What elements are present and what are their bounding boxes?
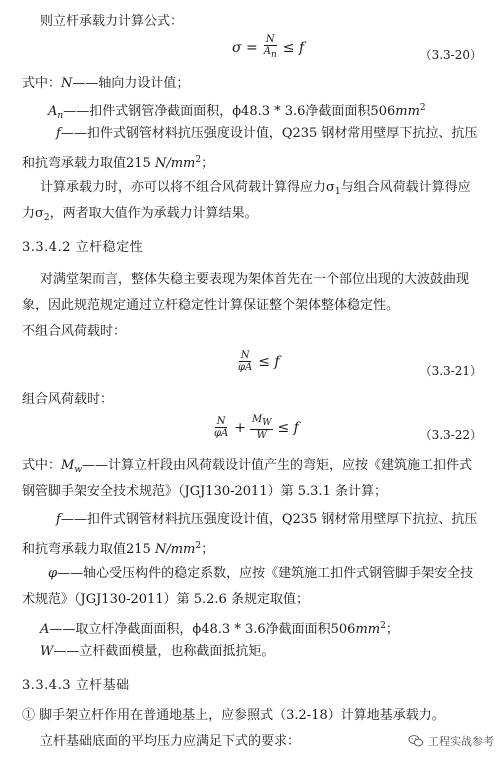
line-formula-intro: 则立杆承载力计算公式： <box>40 14 184 29</box>
paragraph-line: 钢管脚手架安全技术规范》（JGJ130-2011）第 5.3.1 条计算； <box>22 484 387 499</box>
eq-fraction <box>262 34 279 61</box>
eq-lhs: σ = <box>232 39 258 56</box>
eq-numerator: N <box>240 350 250 361</box>
eq-fraction <box>236 350 254 373</box>
paragraph-line: 立杆基础底面的平均压力应满足下式的要求： <box>40 734 301 749</box>
line-var-f-cont: 和抗弯承载力取值215 $N/mm^2$； <box>22 155 215 171</box>
line-var-f-2: f——扣件式钢管材料抗压强度设计值，Q235 钢材常用壁厚下抗拉、抗压 <box>56 512 478 527</box>
eq-fraction <box>250 414 274 441</box>
eq-rhs: ≤ f <box>258 353 280 370</box>
paragraph-line: 组合风荷载时： <box>22 392 114 407</box>
paragraph-line: 术规范》（JGJ130-2011）第 5.2.6 条规定取值； <box>22 592 309 607</box>
equation-3-3-20 <box>0 34 502 74</box>
equation-number: （3.3-22） <box>419 428 482 442</box>
line-var-f: f——扣件式钢管材料抗压强度设计值，Q235 钢材常用壁厚下抗拉、抗压 <box>56 126 478 141</box>
line-var-n: 式中：N——轴向力设计值； <box>22 76 190 91</box>
eq-numerator: N <box>265 34 275 45</box>
eq-denominator: φA <box>238 362 253 373</box>
eq-numerator: MW <box>251 414 272 428</box>
paragraph-line: 不组合风荷载时： <box>22 324 127 339</box>
line-stress-note: 计算承载力时，亦可以将不组合风荷载计算得应力$\sigma_1$与组合风荷载计算得应 <box>40 180 471 197</box>
line-var-w: W——立杆截面模量，也称截面抵抗矩。 <box>40 644 275 659</box>
equation-3-3-22 <box>0 414 502 454</box>
line-var-an: $A_n——$扣件式钢管净截面面积，ϕ48.3 * 3.6净截面面积$506mm^2$ <box>48 103 426 121</box>
eq-plus: + <box>234 419 246 436</box>
line-var-a: A——取立杆净截面面积，ϕ48.3 * 3.6净截面面积$506mm^2$； <box>40 621 399 637</box>
line-stress-note-cont: 力$\sigma_2$，两者取大值作为承载力计算结果。 <box>22 206 258 223</box>
line-var-mw: 式中：$M_w——$计算立杆段由风荷载设计值产生的弯矩，应按《建筑施工扣件式 <box>22 458 473 475</box>
equation-3-3-21 <box>0 350 502 390</box>
eq-numerator: N <box>216 416 226 427</box>
paragraph-line: 对满堂架而言，整体失稳主要表现为架体首先在一个部位出现的大波鼓曲现 <box>40 272 470 287</box>
eq-rhs: ≤ f <box>277 419 299 436</box>
eq-denominator: W <box>256 430 267 441</box>
equation-number: （3.3-21） <box>419 364 482 378</box>
watermark-text: 工程实战参考 <box>428 735 494 748</box>
line-var-f-2-cont: 和抗弯承载力取值215 $N/mm^2$； <box>22 541 215 557</box>
eq-denominator: An <box>263 46 277 60</box>
line-var-phi: φ——轴心受压构件的稳定系数，应按《建筑施工扣件式钢管脚手架安全技 <box>48 566 474 581</box>
section-heading-3-3-4-2: 3.3.4.2 立杆稳定性 <box>22 240 144 255</box>
wechat-icon <box>408 733 424 749</box>
paragraph-line: 象，因此规范规定通过立杆稳定性计算保证整个架体整体稳定性。 <box>22 298 400 313</box>
section-heading-3-3-4-3: 3.3.4.3 立杆基础 <box>22 678 130 693</box>
equation-number: （3.3-20） <box>419 48 482 62</box>
paragraph-line: ① 脚手架立杆作用在普通地基上，应参照式（3.2-18）计算地基承载力。 <box>22 708 445 723</box>
watermark <box>408 733 494 749</box>
eq-fraction <box>212 416 230 439</box>
eq-rhs: ≤ f <box>282 39 305 56</box>
eq-denominator: φA <box>214 428 229 439</box>
